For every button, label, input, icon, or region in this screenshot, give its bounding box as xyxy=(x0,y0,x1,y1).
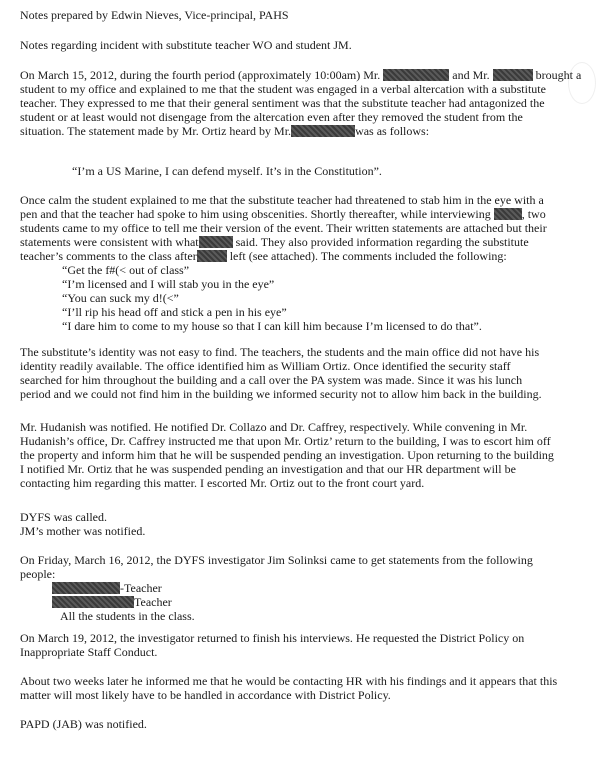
paragraph-police-notified: PAPD (JAB) was notified. xyxy=(20,717,147,731)
redacted-name xyxy=(199,236,233,248)
paragraph-suspension: Mr. Hudanish was notified. He notified Dr. Collazo and Dr. Caffrey, respectively. While convening in Mr. Hudanish’s office, Dr. Caffrey instructed me that upon Mr. Ortiz’ return to the building, I was to escort him off the property and inform him that he will be suspended pending an investigation. Upon returning to the building I notified Mr. Ortiz that he was suspended pending an investigation and that our HR department will be contacting him regarding this matter. I escorted Mr. Ortiz out to the front court yard. xyxy=(20,420,554,490)
redacted-name xyxy=(197,250,227,262)
list-item: All the students in the class. xyxy=(60,609,195,623)
paragraph-investigator-return: On March 19, 2012, the investigator returned to finish his interviews. He requested the District Policy on Inappropriate Staff Conduct. xyxy=(20,631,525,659)
header-prepared-by: Notes prepared by Edwin Nieves, Vice-principal, PAHS xyxy=(20,8,289,22)
paragraph-notifications: DYFS was called. JM’s mother was notified. xyxy=(20,510,146,538)
comment-item: “You can suck my d!(<” xyxy=(62,291,179,305)
comments-list xyxy=(62,263,482,333)
redacted-name xyxy=(52,596,134,608)
quoted-statement: “I’m a US Marine, I can defend myself. It’s in the Constitution”. xyxy=(72,164,382,178)
list-item: Teacher xyxy=(52,595,195,609)
paragraph-identity: The substitute’s identity was not easy to find. The teachers, the students and the main office did not have his identity readily available. The office identified him as William Ortiz. Once identified the security staff searched for him throughout the building and a call over the PA system was made. Since it was his lunch period and we could not find him in the building we informed security not to allow him back in the building. xyxy=(20,345,542,401)
people-list xyxy=(52,581,195,623)
paragraph-incident-report: On March 15, 2012, during the fourth period (approximately 10:00am) Mr. and Mr. brought a student to my office and explained to me that the student was engaged in a verbal altercation with a substitute teacher. They expressed to me that their general sentiment was that the substitute teacher had antagonized the student or at least would not disengage from the altercation even after they removed the student from the situation. The statement made by Mr. Ortiz heard by Mr. was as follows: xyxy=(20,68,582,138)
list-item: -Teacher xyxy=(52,581,195,595)
comment-item: “I dare him to come to my house so that I can kill him because I’m licensed to do that”. xyxy=(62,319,482,333)
redacted-name xyxy=(383,69,449,81)
paragraph-hr-findings: About two weeks later he informed me that he would be contacting HR with his findings and it appears that this matter will most likely have to be handled in accordance with District Policy. xyxy=(20,674,558,702)
redacted-name xyxy=(494,208,522,220)
comment-item: “I’m licensed and I will stab you in the eye” xyxy=(62,277,275,291)
redacted-name xyxy=(52,582,120,594)
redacted-name xyxy=(291,125,355,137)
paragraph-student-account: Once calm the student explained to me that the substitute teacher had threatened to stab him in the eye with a pen and that the teacher had spoke to him using obscenities. Shortly thereafter, while interviewing , two students came to my office to tell me their version of the event. Their written statements are attached but their statements were consistent with what said. They also provided information regarding the substitute teacher’s comments to the class after left (see attached). The comments included the following: xyxy=(20,193,547,263)
paragraph-dyfs-statements: On Friday, March 16, 2012, the DYFS investigator Jim Solinksi came to get statements from the following people: xyxy=(20,553,533,581)
redacted-name xyxy=(493,69,533,81)
comment-item: “I’ll rip his head off and stick a pen in his eye” xyxy=(62,305,287,319)
header-subject: Notes regarding incident with substitute teacher WO and student JM. xyxy=(20,38,352,52)
comment-item: “Get the f#(< out of class” xyxy=(62,263,190,277)
